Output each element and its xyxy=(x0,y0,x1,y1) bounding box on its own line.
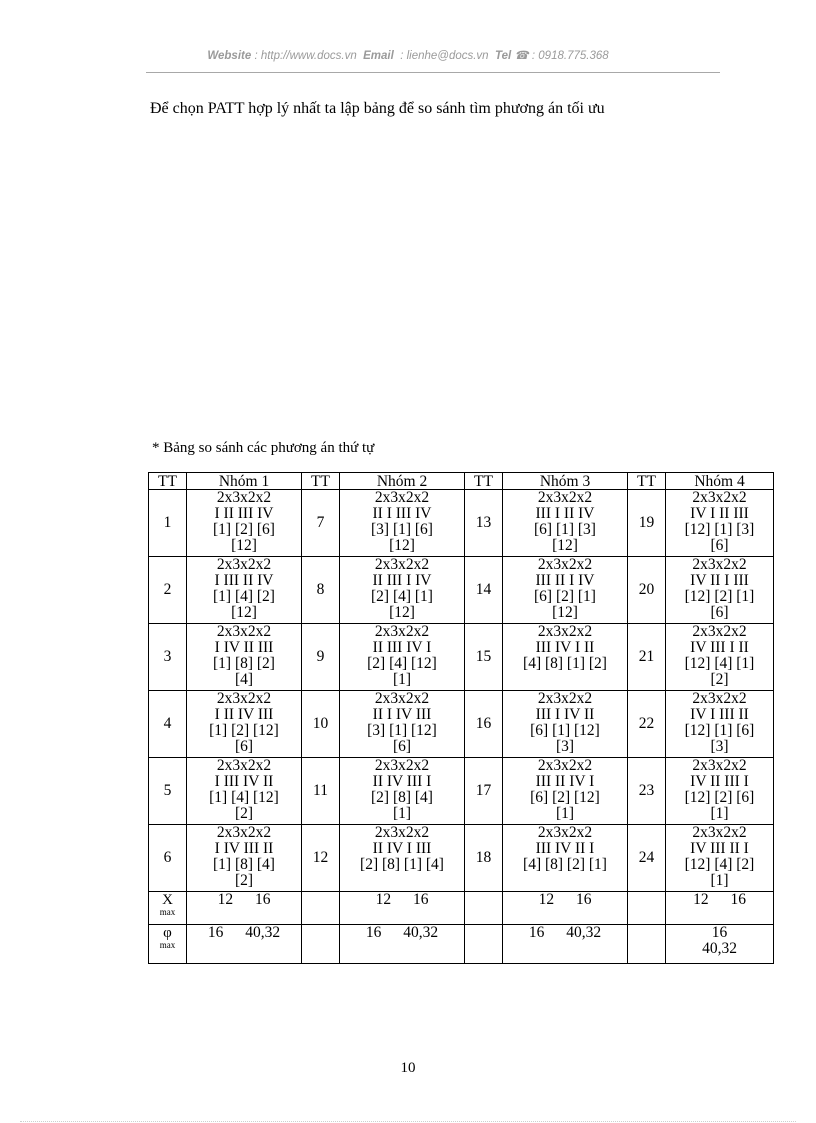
xmax-label xyxy=(149,892,187,925)
variant-line: [2] xyxy=(234,805,254,822)
header-group-2: Nhóm 2 xyxy=(340,473,465,490)
variant-cell-content xyxy=(666,490,773,554)
variant-cell xyxy=(340,758,465,825)
empty-cell xyxy=(465,925,503,964)
variant-line: 2x3x2x2 xyxy=(374,624,430,640)
row-number: 15 xyxy=(465,624,503,691)
row-number: 13 xyxy=(465,490,503,557)
phi-symbol: φ xyxy=(163,925,172,941)
variant-line: [1] [4] [12] xyxy=(209,789,279,806)
variant-cell-content xyxy=(340,490,464,554)
empty-cell xyxy=(465,892,503,925)
header-tt: TT xyxy=(465,473,503,490)
xmax-row xyxy=(149,892,774,925)
xmax-value: 12 16 xyxy=(340,892,465,925)
variant-line: II III I IV xyxy=(372,572,432,589)
phi-subscript: max xyxy=(159,940,176,950)
variant-line: 2x3x2x2 xyxy=(537,691,593,707)
variant-line: IV II III I xyxy=(690,773,749,790)
table-row xyxy=(149,624,774,691)
row-number: 4 xyxy=(149,691,187,758)
variant-cell xyxy=(666,691,774,758)
variant-line: [3] [1] [6] xyxy=(371,521,433,538)
variant-cell xyxy=(187,490,302,557)
variant-line: [1] xyxy=(710,805,729,822)
variant-line: 2x3x2x2 xyxy=(216,825,272,841)
variant-line: II IV I III xyxy=(372,840,432,857)
variant-cell xyxy=(503,557,628,624)
row-number: 2 xyxy=(149,557,187,624)
variant-line: 2x3x2x2 xyxy=(374,825,430,841)
variant-cell-content xyxy=(666,691,773,755)
phi-max-value: 16 40,32 xyxy=(187,925,302,964)
variant-line: [12] xyxy=(389,604,415,621)
variant-line: [6] [2] [1] xyxy=(534,588,596,605)
variant-line: [2] xyxy=(234,872,254,889)
header-tt: TT xyxy=(628,473,666,490)
website-label: Website xyxy=(207,50,252,62)
variant-line: 2x3x2x2 xyxy=(537,758,593,774)
xmax-value: 12 16 xyxy=(666,892,774,925)
variant-cell-content xyxy=(187,490,301,554)
variant-line: [12] [2] [1] xyxy=(684,588,755,605)
variant-line: [6] xyxy=(234,738,254,755)
table-body xyxy=(149,490,774,892)
variant-cell-content xyxy=(340,557,464,621)
variant-line: [12] xyxy=(389,537,415,554)
variant-line: [1] [2] [6] xyxy=(213,521,275,538)
variant-line: 2x3x2x2 xyxy=(216,758,272,774)
variant-cell-content xyxy=(503,825,627,889)
variant-line: [1] [4] [2] xyxy=(213,588,275,605)
email-label: Email xyxy=(363,50,394,62)
variant-line: [12] [1] [3] xyxy=(684,521,755,538)
website-url[interactable]: : http://www.docs.vn xyxy=(254,50,357,62)
variant-cell-content xyxy=(666,557,773,621)
variant-cell-content xyxy=(340,758,464,822)
variant-line: [3] [1] [12] xyxy=(367,722,437,739)
row-number: 12 xyxy=(302,825,340,892)
variant-line: [6] xyxy=(710,604,729,621)
variant-line: [12] [4] [1] xyxy=(684,655,755,672)
variant-line: 2x3x2x2 xyxy=(692,825,747,841)
variant-line: [12] xyxy=(231,537,257,554)
variant-line: II I III IV xyxy=(372,505,432,522)
variant-line: II IV III I xyxy=(372,773,432,790)
variant-line: 2x3x2x2 xyxy=(216,691,272,707)
variant-cell xyxy=(666,557,774,624)
row-number: 24 xyxy=(628,825,666,892)
variant-cell xyxy=(503,624,628,691)
variant-line: [6] xyxy=(710,537,729,554)
header-group-3: Nhóm 3 xyxy=(503,473,628,490)
variant-line: I II IV III xyxy=(214,706,274,723)
variant-line: [4] [8] [2] [1] xyxy=(523,856,607,873)
variant-line: [12] [1] [6] xyxy=(684,722,755,739)
row-number: 8 xyxy=(302,557,340,624)
row-number: 3 xyxy=(149,624,187,691)
variant-line: 2x3x2x2 xyxy=(692,490,747,506)
tel-label: Tel xyxy=(494,50,512,62)
variant-cell xyxy=(503,758,628,825)
row-number: 9 xyxy=(302,624,340,691)
variant-cell-content xyxy=(666,758,773,822)
phi-max-value-line: 16 xyxy=(711,924,728,941)
variant-cell xyxy=(340,624,465,691)
footer-dotted-line xyxy=(20,1121,796,1122)
row-number: 1 xyxy=(149,490,187,557)
variant-cell-content xyxy=(666,825,773,889)
variant-line: 2x3x2x2 xyxy=(537,490,593,506)
row-number: 23 xyxy=(628,758,666,825)
variant-line: I III IV II xyxy=(214,773,274,790)
header-group-4: Nhóm 4 xyxy=(666,473,774,490)
variant-line: [6] [1] [12] xyxy=(530,722,600,739)
row-number: 18 xyxy=(465,825,503,892)
table-row xyxy=(149,557,774,624)
variant-cell xyxy=(187,624,302,691)
variant-line: 2x3x2x2 xyxy=(216,490,272,506)
variant-cell xyxy=(503,825,628,892)
variant-line: [1] [2] [12] xyxy=(209,722,279,739)
variant-cell-content xyxy=(503,758,627,822)
row-number: 21 xyxy=(628,624,666,691)
header-tt: TT xyxy=(149,473,187,490)
variant-cell-content xyxy=(503,490,627,554)
xmax-value: 12 16 xyxy=(187,892,302,925)
variant-line: III I IV II xyxy=(535,706,595,723)
variant-line: 2x3x2x2 xyxy=(692,691,747,707)
variant-line: [6] [1] [3] xyxy=(534,521,596,538)
variant-line: [4] xyxy=(234,671,254,688)
variant-line: [2] [8] [4] xyxy=(371,789,433,806)
variant-line: [1] [8] [2] xyxy=(213,655,275,672)
variant-cell xyxy=(503,490,628,557)
variant-line: 2x3x2x2 xyxy=(374,691,430,707)
tel-number: ☎ : 0918.775.368 xyxy=(514,50,609,62)
variant-line: [12] xyxy=(552,604,578,621)
variant-line: I IV III II xyxy=(214,840,274,857)
table-row xyxy=(149,490,774,557)
variant-cell xyxy=(666,758,774,825)
variant-line: 2x3x2x2 xyxy=(537,557,593,573)
email-address[interactable]: : lienhe@docs.vn xyxy=(400,50,489,62)
row-number: 7 xyxy=(302,490,340,557)
variant-cell-content xyxy=(340,691,464,755)
variant-cell-content xyxy=(503,691,627,755)
variant-cell xyxy=(340,557,465,624)
variant-cell-content xyxy=(666,624,773,688)
variant-cell-content xyxy=(187,691,301,755)
page-header xyxy=(0,48,816,62)
variant-cell xyxy=(340,490,465,557)
variant-cell xyxy=(187,691,302,758)
row-number: 10 xyxy=(302,691,340,758)
variant-line: III IV II I xyxy=(535,840,595,857)
variant-line: [2] [4] [1] xyxy=(371,588,433,605)
variant-line: I II III IV xyxy=(214,505,274,522)
row-number: 20 xyxy=(628,557,666,624)
table-row xyxy=(149,758,774,825)
variant-cell-content xyxy=(187,758,301,822)
comparison-table xyxy=(148,472,774,964)
variant-line: [12] [4] [2] xyxy=(684,856,755,873)
variant-line: III II IV I xyxy=(535,773,595,790)
variant-cell-content xyxy=(187,825,301,889)
variant-line: [6] xyxy=(392,738,412,755)
variant-line: [1] [8] [4] xyxy=(213,856,275,873)
variant-cell xyxy=(187,758,302,825)
variant-line: III IV I II xyxy=(535,639,595,656)
variant-line: 2x3x2x2 xyxy=(374,490,430,506)
row-number: 19 xyxy=(628,490,666,557)
variant-line: 2x3x2x2 xyxy=(374,557,430,573)
variant-line: IV I II III xyxy=(690,505,749,522)
variant-line: I III II IV xyxy=(214,572,274,589)
header-divider xyxy=(146,72,720,73)
empty-cell xyxy=(302,892,340,925)
page-number: 10 xyxy=(400,1060,416,1076)
variant-cell-content xyxy=(503,557,627,621)
row-number: 14 xyxy=(465,557,503,624)
variant-line: [1] xyxy=(555,805,575,822)
phi-max-label xyxy=(149,925,187,964)
variant-cell xyxy=(503,691,628,758)
variant-line: 2x3x2x2 xyxy=(537,624,593,640)
variant-line: IV II I III xyxy=(690,572,749,589)
variant-cell-content xyxy=(503,624,627,688)
variant-line: [12] xyxy=(552,537,578,554)
row-number: 17 xyxy=(465,758,503,825)
variant-line: 2x3x2x2 xyxy=(692,758,747,774)
variant-line: II III IV I xyxy=(372,639,432,656)
variant-line: III I II IV xyxy=(535,505,595,522)
row-number: 22 xyxy=(628,691,666,758)
variant-line: [3] xyxy=(710,738,729,755)
variant-line: II I IV III xyxy=(372,706,432,723)
row-number: 5 xyxy=(149,758,187,825)
variant-line: [3] xyxy=(555,738,575,755)
variant-line: [1] xyxy=(392,671,412,688)
variant-line: [1] xyxy=(392,805,412,822)
empty-cell xyxy=(628,892,666,925)
variant-line: [2] [4] [12] xyxy=(367,655,437,672)
header-tt: TT xyxy=(302,473,340,490)
variant-line: [12] [2] [6] xyxy=(684,789,755,806)
table-header-row xyxy=(149,473,774,490)
variant-cell-content xyxy=(187,557,301,621)
header-group-1: Nhóm 1 xyxy=(187,473,302,490)
variant-line: 2x3x2x2 xyxy=(537,825,593,841)
variant-line: I IV II III xyxy=(214,639,274,656)
variant-line: [2] [8] [1] [4] xyxy=(360,856,444,873)
variant-cell xyxy=(187,557,302,624)
variant-line: III II I IV xyxy=(535,572,595,589)
variant-line: 2x3x2x2 xyxy=(692,624,747,640)
table-caption: * Bảng so sánh các phương án thứ tự xyxy=(152,440,375,456)
variant-line: IV III II I xyxy=(690,840,749,857)
variant-cell xyxy=(340,825,465,892)
empty-cell xyxy=(628,925,666,964)
variant-line: [12] xyxy=(231,604,257,621)
xmax-value: 12 16 xyxy=(503,892,628,925)
variant-line: [6] [2] [12] xyxy=(530,789,600,806)
phi-max-value xyxy=(666,925,774,964)
variant-cell xyxy=(666,624,774,691)
variant-line: 2x3x2x2 xyxy=(216,624,272,640)
phi-max-value: 16 40,32 xyxy=(340,925,465,964)
variant-line: [2] xyxy=(710,671,729,688)
xmax-symbol: X xyxy=(162,892,173,908)
variant-cell-content xyxy=(340,624,464,688)
variant-line: [1] xyxy=(710,872,729,889)
phi-max-value-line: 40,32 xyxy=(702,940,737,957)
variant-cell-content xyxy=(340,825,464,889)
row-number: 11 xyxy=(302,758,340,825)
table-row xyxy=(149,825,774,892)
variant-line: [4] [8] [1] [2] xyxy=(523,655,607,672)
variant-cell xyxy=(187,825,302,892)
table-row xyxy=(149,691,774,758)
row-number: 6 xyxy=(149,825,187,892)
empty-cell xyxy=(302,925,340,964)
variant-cell-content xyxy=(187,624,301,688)
variant-cell xyxy=(340,691,465,758)
variant-line: 2x3x2x2 xyxy=(692,557,747,573)
variant-line: 2x3x2x2 xyxy=(216,557,272,573)
intro-paragraph: Để chọn PATT hợp lý nhất ta lập bảng để so sánh tìm phương án tối ưu xyxy=(150,100,605,117)
variant-line: 2x3x2x2 xyxy=(374,758,430,774)
xmax-subscript: max xyxy=(159,907,176,917)
row-number: 16 xyxy=(465,691,503,758)
variant-cell xyxy=(666,825,774,892)
phi-max-row xyxy=(149,925,774,964)
variant-cell xyxy=(666,490,774,557)
variant-line: IV III I II xyxy=(690,639,749,656)
phi-max-value: 16 40,32 xyxy=(503,925,628,964)
variant-line: IV I III II xyxy=(690,706,749,723)
